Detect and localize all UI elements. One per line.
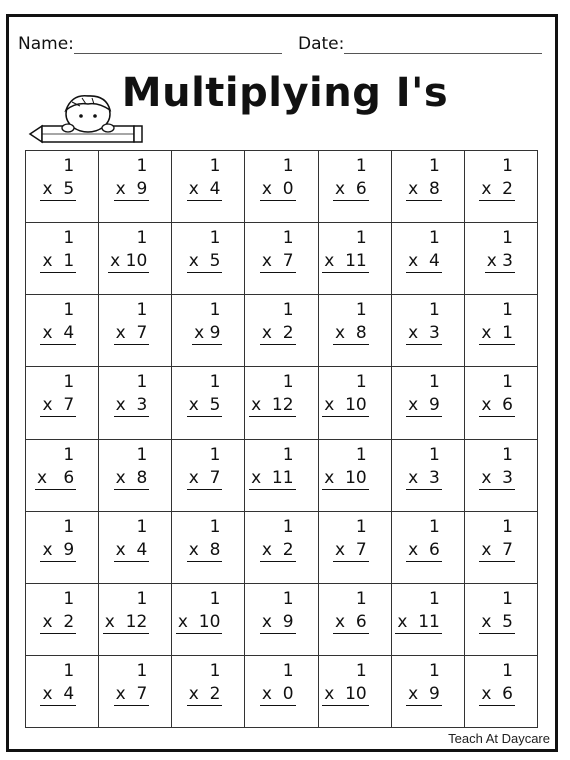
multiplier: x 10 — [177, 611, 221, 632]
multiplier: x 0 — [261, 683, 294, 704]
multiplier: x 3 — [115, 395, 148, 416]
multiplier: x 7 — [115, 323, 148, 344]
multiplicand: 1 — [502, 372, 513, 393]
problem-cell — [172, 295, 245, 367]
multiplier: x 9 — [194, 323, 221, 344]
multiplicand: 1 — [429, 300, 440, 321]
multiplicand: 1 — [209, 372, 221, 393]
multiplier: x 5 — [481, 611, 513, 632]
multiplicand: 1 — [136, 372, 148, 393]
problem-cell — [465, 584, 538, 656]
problem-cell — [99, 295, 172, 367]
problem-cell — [26, 223, 99, 295]
multiplier: x 0 — [261, 179, 294, 199]
problem-cell — [26, 151, 99, 223]
multiplicand: 1 — [136, 228, 148, 249]
problem-cell — [465, 512, 538, 584]
problem-cell — [172, 151, 245, 223]
problem-cell — [99, 367, 172, 439]
multiplicand: 1 — [136, 660, 148, 681]
multiplier: x 1 — [42, 251, 75, 272]
multiplicand: 1 — [355, 516, 367, 537]
multiplicand: 1 — [282, 156, 294, 176]
problem-cell — [392, 656, 465, 728]
multiplier: x 2 — [261, 539, 294, 560]
problem-cell — [465, 367, 538, 439]
problem-cell — [392, 440, 465, 512]
multiplier: x 10 — [324, 467, 367, 488]
multiplicand: 1 — [209, 660, 221, 681]
problem-cell — [245, 656, 318, 728]
date-label: Date: — [298, 34, 345, 54]
problem-cell — [26, 440, 99, 512]
multiplicand: 1 — [209, 444, 221, 465]
multiplicand: 1 — [209, 228, 221, 249]
multiplier: x 6 — [481, 395, 513, 416]
problem-cell — [26, 656, 99, 728]
multiplicand: 1 — [63, 156, 75, 176]
multiplicand: 1 — [63, 588, 75, 609]
multiplier: x 4 — [42, 323, 75, 344]
multiplier: x 7 — [42, 395, 75, 416]
problem-cell — [26, 367, 99, 439]
multiplier: x 6 — [481, 683, 513, 704]
multiplicand: 1 — [429, 588, 440, 609]
name-field[interactable] — [18, 34, 282, 54]
multiplicand: 1 — [136, 300, 148, 321]
problem-cell — [319, 584, 392, 656]
problem-cell — [392, 295, 465, 367]
problem-cell — [99, 584, 172, 656]
multiplier: x 9 — [408, 395, 440, 416]
multiplicand: 1 — [136, 588, 148, 609]
problem-cell — [172, 223, 245, 295]
multiplier: x 5 — [188, 395, 221, 416]
problem-cell — [245, 151, 318, 223]
multiplicand: 1 — [63, 444, 75, 465]
multiplier: x 6 — [37, 467, 75, 488]
problem-cell — [465, 295, 538, 367]
multiplier: x 7 — [481, 539, 513, 560]
multiplicand: 1 — [502, 588, 513, 609]
multiplicand: 1 — [355, 372, 367, 393]
multiplicand: 1 — [502, 660, 513, 681]
multiplicand: 1 — [282, 300, 294, 321]
multiplier: x 4 — [408, 251, 440, 272]
problem-grid — [25, 150, 538, 728]
multiplier: x 6 — [335, 179, 367, 199]
multiplier: x 7 — [188, 467, 221, 488]
multiplicand: 1 — [63, 516, 75, 537]
problem-cell — [392, 512, 465, 584]
problem-cell — [319, 440, 392, 512]
multiplicand: 1 — [429, 372, 440, 393]
multiplier: x 12 — [251, 395, 294, 416]
multiplicand: 1 — [429, 660, 440, 681]
multiplicand: 1 — [282, 660, 294, 681]
multiplier: x 11 — [251, 467, 294, 488]
multiplicand: 1 — [502, 228, 513, 249]
multiplicand: 1 — [209, 300, 221, 321]
multiplier: x 7 — [261, 251, 294, 272]
multiplier: x 9 — [42, 539, 75, 560]
multiplier: x 5 — [42, 179, 75, 199]
multiplier: x 3 — [408, 467, 440, 488]
multiplier: x 2 — [481, 179, 513, 199]
problem-cell — [26, 512, 99, 584]
problem-cell — [319, 223, 392, 295]
multiplier: x 8 — [188, 539, 221, 560]
multiplicand: 1 — [429, 156, 440, 176]
multiplicand: 1 — [355, 444, 367, 465]
problem-cell — [172, 440, 245, 512]
date-field[interactable] — [298, 34, 542, 54]
multiplicand: 1 — [355, 156, 367, 176]
multiplicand: 1 — [63, 372, 75, 393]
name-line[interactable] — [74, 35, 282, 54]
multiplicand: 1 — [502, 300, 513, 321]
multiplicand: 1 — [136, 516, 148, 537]
multiplicand: 1 — [429, 516, 440, 537]
problem-cell — [99, 512, 172, 584]
multiplier: x 8 — [408, 179, 440, 199]
problem-cell — [245, 512, 318, 584]
kid-pencil-clipart — [24, 92, 148, 154]
multiplier: x 8 — [335, 323, 367, 344]
multiplicand: 1 — [429, 228, 440, 249]
footer-credit: Teach At Daycare — [448, 731, 550, 746]
multiplicand: 1 — [136, 444, 148, 465]
multiplicand: 1 — [282, 444, 294, 465]
multiplicand: 1 — [282, 372, 294, 393]
multiplier: x 10 — [324, 395, 367, 416]
problem-cell — [319, 656, 392, 728]
problem-cell — [245, 584, 318, 656]
problem-cell — [319, 295, 392, 367]
multiplicand: 1 — [355, 300, 367, 321]
multiplier: x 10 — [110, 251, 148, 272]
multiplier: x 7 — [115, 683, 148, 704]
problem-cell — [245, 440, 318, 512]
multiplicand: 1 — [63, 300, 75, 321]
problem-cell — [99, 440, 172, 512]
problem-cell — [26, 584, 99, 656]
multiplicand: 1 — [429, 444, 440, 465]
problem-cell — [172, 656, 245, 728]
multiplicand: 1 — [209, 516, 221, 537]
problem-cell — [172, 584, 245, 656]
multiplicand: 1 — [502, 156, 513, 176]
multiplier: x 9 — [115, 179, 148, 199]
multiplier: x 8 — [115, 467, 148, 488]
problem-cell — [245, 367, 318, 439]
multiplicand: 1 — [355, 660, 367, 681]
multiplier: x 3 — [486, 251, 513, 272]
problem-cell — [26, 295, 99, 367]
multiplier: x 2 — [261, 323, 294, 344]
worksheet-title: Multiplying I's — [121, 70, 449, 116]
problem-cell — [99, 656, 172, 728]
multiplier: x 11 — [397, 611, 440, 632]
multiplier: x 1 — [481, 323, 513, 344]
problem-cell — [465, 440, 538, 512]
problem-cell — [245, 223, 318, 295]
multiplier: x 4 — [42, 683, 75, 704]
multiplicand: 1 — [282, 228, 294, 249]
multiplicand: 1 — [282, 588, 294, 609]
multiplier: x 6 — [335, 611, 367, 632]
multiplier: x 4 — [115, 539, 148, 560]
problem-cell — [172, 512, 245, 584]
multiplier: x 9 — [261, 611, 294, 632]
multiplicand: 1 — [209, 156, 221, 176]
multiplicand: 1 — [282, 516, 294, 537]
problem-cell — [392, 584, 465, 656]
problem-cell — [392, 223, 465, 295]
problem-cell — [465, 151, 538, 223]
problem-cell — [99, 223, 172, 295]
multiplicand: 1 — [63, 660, 75, 681]
problem-cell — [99, 151, 172, 223]
multiplicand: 1 — [136, 156, 148, 176]
date-line[interactable] — [344, 35, 542, 54]
multiplier: x 11 — [324, 251, 367, 272]
multiplier: x 6 — [408, 539, 440, 560]
problem-cell — [465, 223, 538, 295]
multiplicand: 1 — [355, 228, 367, 249]
problem-cell — [392, 367, 465, 439]
multiplier: x 12 — [104, 611, 148, 632]
multiplier: x 10 — [324, 683, 367, 704]
multiplier: x 5 — [188, 251, 221, 272]
multiplicand: 1 — [502, 444, 513, 465]
multiplier: x 2 — [188, 683, 221, 704]
multiplier: x 3 — [481, 467, 513, 488]
multiplicand: 1 — [502, 516, 513, 537]
problem-cell — [245, 295, 318, 367]
multiplicand: 1 — [355, 588, 367, 609]
problem-cell — [392, 151, 465, 223]
multiplicand: 1 — [209, 588, 221, 609]
multiplier: x 3 — [408, 323, 440, 344]
name-label: Name: — [18, 34, 74, 54]
problem-cell — [319, 151, 392, 223]
problem-cell — [319, 512, 392, 584]
problem-cell — [465, 656, 538, 728]
multiplier: x 9 — [408, 683, 440, 704]
problem-cell — [172, 367, 245, 439]
multiplier: x 7 — [335, 539, 367, 560]
multiplicand: 1 — [63, 228, 75, 249]
problem-cell — [319, 367, 392, 439]
multiplier: x 2 — [42, 611, 75, 632]
multiplier: x 4 — [188, 179, 221, 199]
